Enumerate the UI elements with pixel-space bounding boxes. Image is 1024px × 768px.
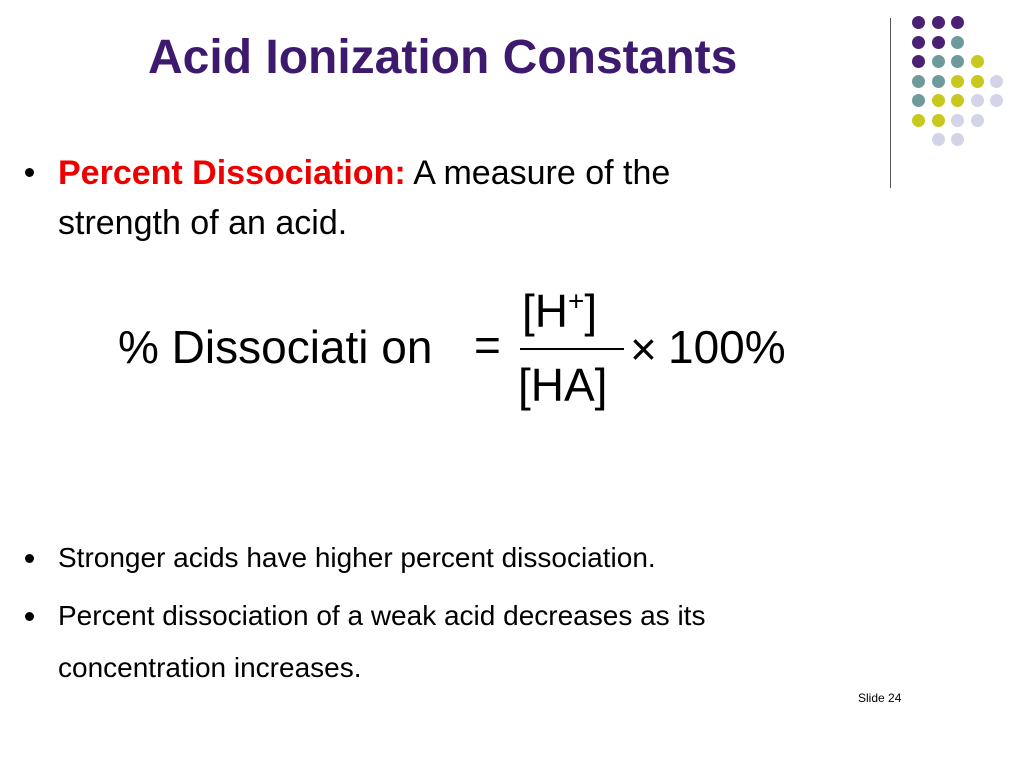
bullet-marker [25,168,34,177]
bullet-3-line1: Percent dissociation of a weak acid decreases as its [58,600,706,631]
bullet-marker [25,612,34,621]
bullet-1-line2: strength of an acid. [58,204,348,242]
decorative-dot [990,75,1003,88]
decorative-dot [912,75,925,88]
decorative-dot [971,55,984,68]
decorative-dot [971,75,984,88]
numerator-base: [H [522,285,568,337]
bullet-3-line2: concentration increases. [58,652,362,683]
decorative-dot [951,133,964,146]
decorative-dot [971,114,984,127]
decorative-dot [912,114,925,127]
bullet-1-text [58,148,858,248]
decorative-dot [990,94,1003,107]
decorative-dot [951,114,964,127]
decorative-dot [951,36,964,49]
equation-lhs: % Dissociati on [118,321,433,373]
decorative-dot [932,36,945,49]
fraction-bar [520,348,624,350]
decorative-dot [951,75,964,88]
decorative-dot [932,133,945,146]
decorative-dot [912,55,925,68]
decorative-dot [951,55,964,68]
bullet-3-text [58,590,958,694]
numerator-superscript: + [568,285,585,317]
equation-equals: = [474,319,501,371]
slide-number: Slide 24 [858,691,902,705]
divider-line [890,18,891,188]
decorative-dot [951,16,964,29]
equation-factor: 100% [668,321,786,373]
decorative-dot [932,16,945,29]
decorative-dot [912,36,925,49]
equation-numerator [522,284,597,338]
decorative-dot [912,94,925,107]
slide-title: Acid Ionization Constants [148,31,738,84]
decorative-dot [951,94,964,107]
numerator-close: ] [584,285,598,337]
decorative-dot [932,94,945,107]
decorative-dot [932,75,945,88]
bullet-2-text: Stronger acids have higher percent dissociation. [58,542,656,573]
decorative-dot [912,16,925,29]
decorative-dot [932,55,945,68]
decorative-dot [971,94,984,107]
equation-denominator: [HA] [518,359,608,411]
decorative-dot [932,114,945,127]
bullet-marker [25,554,34,563]
bullet-1-line1: A measure of the [405,154,671,192]
term-percent-dissociation: Percent Dissociation: [58,154,406,192]
equation-times: × [630,323,657,375]
